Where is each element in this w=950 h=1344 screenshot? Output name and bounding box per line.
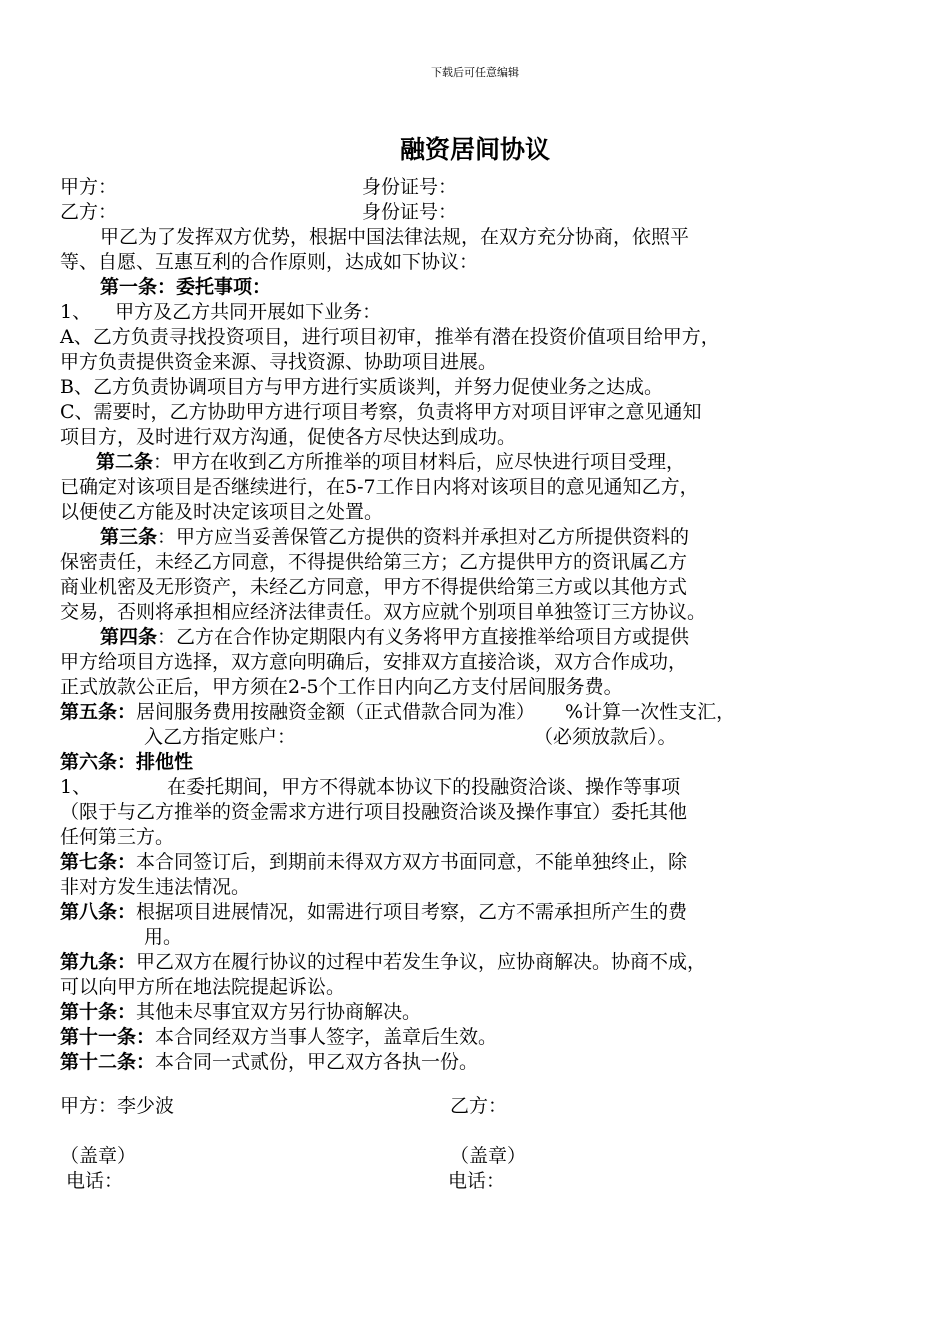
article-3-line: 商业机密及无形资产，未经乙方同意，甲方不得提供给第三方或以其他方式	[60, 576, 688, 598]
article-6-line: 任何第三方。	[60, 826, 175, 848]
article-1-clause-c: 项目方，及时进行双方沟通，促使各方尽快达到成功。	[60, 426, 517, 448]
article-10-heading: 第十条：	[60, 1001, 137, 1023]
article-10-text: 其他未尽事宜双方另行协商解决。	[136, 1001, 422, 1023]
item-text: 在委托期间，甲方不得就本协议下的投融资洽谈、操作等事项	[167, 776, 681, 798]
article-5-heading: 第五条：	[60, 701, 137, 723]
article-2-line	[60, 450, 830, 475]
signature-block	[60, 1094, 890, 1194]
article-2-line: 已确定对该项目是否继续进行，在5-7工作日内将对该项目的意见通知乙方，	[60, 476, 699, 498]
article-3-line: 交易，否则将承担相应经济法律责任。双方应就个别项目单独签订三方协议。	[60, 601, 707, 623]
signature-seal-row	[60, 1144, 890, 1169]
article-9-line	[60, 950, 830, 975]
signature-party-a: 甲方：李少波	[60, 1095, 175, 1117]
article-2-text: ：甲方在收到乙方所推举的项目材料后，应尽快进行项目受理，	[153, 451, 686, 473]
article-1-heading: 第一条：委托事项：	[100, 276, 272, 298]
article-6-heading: 第六条：排他性	[60, 751, 194, 773]
article-4-line: 正式放款公正后，甲方须在2-5个工作日内向乙方支付居间服务费。	[60, 676, 623, 698]
article-3-line	[60, 525, 830, 550]
article-2-heading: 第二条	[96, 451, 154, 473]
article-11-line	[60, 1025, 830, 1050]
article-8-line: 用。	[144, 926, 183, 948]
article-5-condition: （必须放款后）。	[534, 726, 677, 748]
item-number: 1、	[60, 301, 92, 323]
article-7-line: 非对方发生违法情况。	[60, 876, 251, 898]
item-text: 甲方及乙方共同开展如下业务：	[115, 301, 382, 323]
article-1-clause-a: A、乙方负责寻找投资项目，进行项目初审，推举有潜在投资价值项目给甲方，	[60, 326, 720, 348]
agreement-body	[60, 175, 830, 1075]
article-6-item-1	[60, 775, 830, 800]
intro-line: 甲乙为了发挥双方优势，根据中国法律法规，在双方充分协商，依照平	[100, 226, 690, 248]
article-2-line: 以便使乙方能及时决定该项目之处置。	[60, 501, 384, 523]
article-7-line	[60, 850, 830, 875]
article-5-text: 居间服务费用按融资金额（正式借款合同为准）	[136, 701, 536, 723]
article-11-heading: 第十一条：	[60, 1026, 156, 1048]
article-12-heading: 第十二条：	[60, 1051, 156, 1073]
article-5-rate: %计算一次性支汇，	[565, 701, 736, 723]
article-9-line: 可以向甲方所在地法院提起诉讼。	[60, 976, 346, 998]
article-8-line	[60, 900, 830, 925]
article-10-line	[60, 1000, 830, 1025]
article-8-text: 根据项目进展情况，如需进行项目考察，乙方不需承担所产生的费	[136, 901, 688, 923]
party-a-label: 甲方：	[60, 176, 118, 198]
intro-line: 等、自愿、互惠互利的合作原则，达成如下协议：	[60, 251, 479, 273]
article-9-text: 甲乙双方在履行协议的过程中若发生争议，应协商解决。协商不成，	[136, 951, 707, 973]
phone-party-b: 电话：	[448, 1170, 506, 1192]
article-5-line	[60, 725, 830, 750]
article-11-text: 本合同经双方当事人签字，盖章后生效。	[155, 1026, 498, 1048]
item-number: 1、	[60, 776, 92, 798]
seal-party-a: （盖章）	[60, 1145, 137, 1167]
article-12-line	[60, 1050, 830, 1075]
article-3-heading: 第三条	[100, 526, 158, 548]
article-1-clause-a: 甲方负责提供资金来源、寻找资源、协助项目进展。	[60, 351, 498, 373]
article-12-text: 本合同一式贰份，甲乙双方各执一份。	[155, 1051, 479, 1073]
article-1-clause-b: B、乙方负责协调项目方与甲方进行实质谈判，并努力促使业务之达成。	[60, 376, 663, 398]
party-a-id-label: 身份证号：	[362, 176, 458, 198]
signature-party-row	[60, 1094, 890, 1119]
phone-party-a: 电话：	[66, 1170, 124, 1192]
seal-party-b: （盖章）	[450, 1145, 527, 1167]
article-7-text: 本合同签订后，到期前未得双方双方书面同意，不能单独终止，除	[136, 851, 688, 873]
article-1-clause-c: C、需要时，乙方协助甲方进行项目考察，负责将甲方对项目评审之意见通知	[60, 401, 702, 423]
article-4-line	[60, 625, 830, 650]
party-b-label: 乙方：	[60, 201, 118, 223]
party-b-id-label: 身份证号：	[362, 201, 458, 223]
article-3-line: 保密责任，未经乙方同意，不得提供给第三方；乙方提供甲方的资讯属乙方	[60, 551, 688, 573]
article-4-text: ：乙方在合作协定期限内有义务将甲方直接推举给项目方或提供	[157, 626, 690, 648]
signature-spacer	[60, 1119, 890, 1144]
article-1-item-1	[60, 300, 830, 325]
article-7-heading: 第七条：	[60, 851, 137, 873]
article-8-heading: 第八条：	[60, 901, 137, 923]
header-note: 下载后可任意编辑	[431, 66, 519, 79]
article-6-line: （限于与乙方推举的资金需求方进行项目投融资洽谈及操作事宜）委托其他	[60, 801, 688, 823]
signature-phone-row	[60, 1169, 890, 1194]
party-b-line	[60, 200, 830, 225]
article-5-account-label: 入乙方指定账户：	[144, 726, 297, 748]
document-title: 融资居间协议	[399, 135, 550, 164]
article-4-line: 甲方给项目方选择，双方意向明确后，安排双方直接洽谈，双方合作成功，	[60, 651, 688, 673]
signature-party-b: 乙方：	[450, 1095, 508, 1117]
article-5-line	[60, 700, 830, 725]
article-9-heading: 第九条：	[60, 951, 137, 973]
article-3-text: ：甲方应当妥善保管乙方提供的资料并承担对乙方所提供资料的	[157, 526, 690, 548]
party-a-line	[60, 175, 830, 200]
article-4-heading: 第四条	[100, 626, 158, 648]
